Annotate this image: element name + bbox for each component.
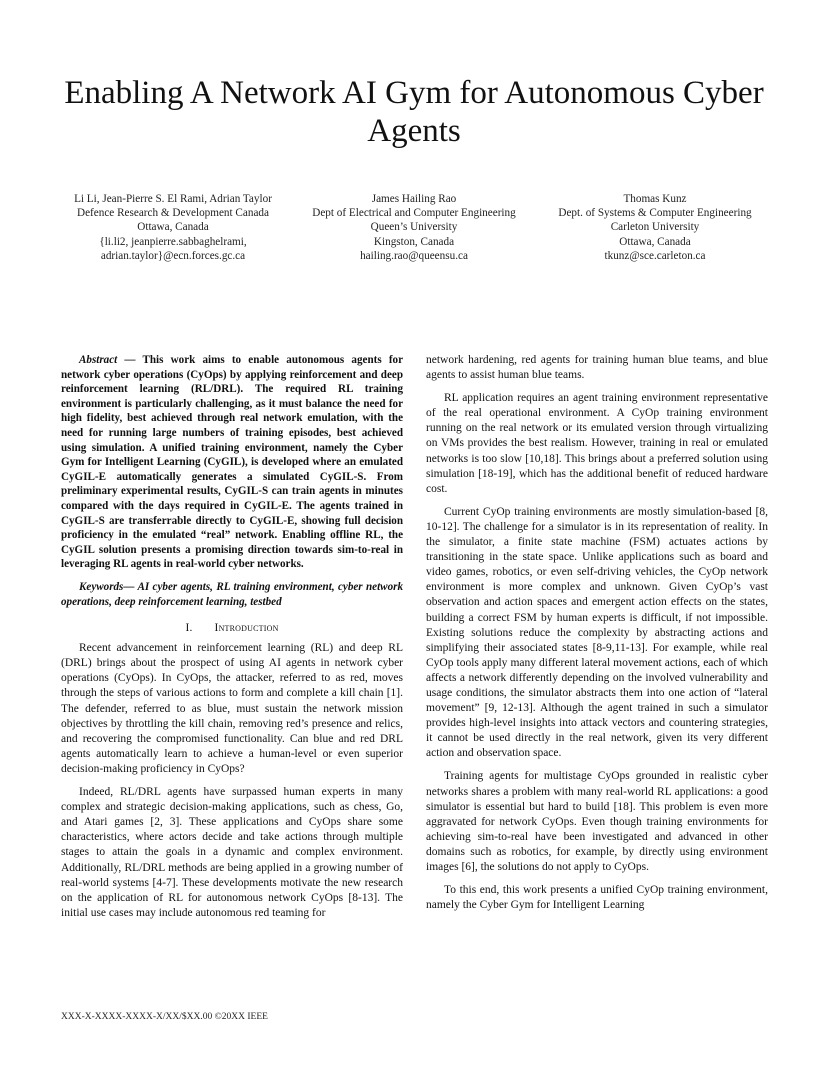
body-paragraph: To this end, this work presents a unified CyOp training environment, namely the Cyber Gym for Intelligent Learning bbox=[426, 884, 768, 912]
abstract-label: Abstract bbox=[79, 354, 118, 366]
keywords-label: Keywords bbox=[79, 580, 124, 593]
section-title: Introduction bbox=[214, 622, 279, 635]
author-line: {li.li2, jeanpierre.sabbaghelrami, bbox=[99, 235, 247, 248]
author-block-1 bbox=[50, 192, 296, 263]
copyright-footer: XXX-X-XXXX-XXXX-X/XX/$XX.00 ©20XX IEEE bbox=[61, 1012, 268, 1022]
title-line-1: Enabling A Network AI Gym for Autonomous Cyber bbox=[64, 75, 764, 111]
author-line: hailing.rao@queensu.ca bbox=[360, 249, 468, 262]
author-line: Dept of Electrical and Computer Engineering bbox=[312, 207, 516, 220]
body-paragraph: Current CyOp training environments are mostly simulation-based [8, 10-12]. The challenge for a simulator is in its representation of reality. In the simulator, a finite state machine (FSM) actuates actions by transitioning in the state space. Unlike applications such as board and video games, robotics, or even self-driving vehicles, the CyOp network environment is more complex and unknown. Given CyOp’s vast observation and action spaces and emergent action effects on the states, building a correct FSM by human experts is difficult, if not impossible. Existing solutions reduce the complexity by abstracting actions and simplifying their associated states [8-9,11-13]. For example, while real CyOp tools apply many different lateral movement actions, each of which affects a network differently depending on the involved vulnerability and usage conditions, the simulator abstracts them into one action of “lateral movement” [9, 12-13]. Although the agent trained in such a simulator provides high-level insights into attack vectors and countering strategies, it cannot be used directly in the real network, given its very different action and observation space. bbox=[426, 505, 768, 760]
abstract-text: — This work aims to enable autonomous agents for network cyber operations (CyOps) by applying reinforcement and deep reinforcement learning (RL/DRL). The required RL training environment is particularly challenging, as it must balance the need for high fidelity, best achieved through real network emulation, with the need for running large numbers of training episodes, best achieved using simulation. A unified training environment, namely the Cyber Gym for Intelligent Learning (CyGIL), is developed where an emulated CyGIL-E automatically generates a simulated CyGIL-S. From preliminary experimental results, CyGIL-S can train agents in minutes compared with the days required in CyGIL-E. The agents trained in CyGIL-S are transferrable directly to CyGIL-E, showing full decision proficiency in the emulated “real” network. Enabling offline RL, the CyGIL solution presents a promising direction towards sim-to-real in leveraging RL agents in real-world cyber networks. bbox=[61, 354, 403, 571]
section-number: I. bbox=[185, 622, 193, 635]
keywords bbox=[61, 580, 403, 609]
author-line: Defence Research & Development Canada bbox=[77, 207, 269, 220]
left-column bbox=[61, 353, 403, 921]
author-block-2 bbox=[296, 192, 532, 263]
author-line: Ottawa, Canada bbox=[137, 221, 209, 234]
author-line: James Hailing Rao bbox=[371, 193, 457, 205]
section-heading bbox=[61, 621, 403, 636]
body-paragraph: Training agents for multistage CyOps grounded in realistic cyber networks shares a problem with many real-world RL applications: a good simulator is essential but hard to build [18]. This problem is even more aggravated for network CyOps. Even though training environments for achieving sim-to-real have been investigated and advanced in other domains such as robotics, for example, by directly using environment images [6], the solutions do not apply to CyOps. bbox=[426, 770, 768, 873]
body-paragraph: Recent advancement in reinforcement learning (RL) and deep RL (DRL) brings about the prospect of using AI agents in network cyber operations (CyOps). In CyOps, the attacker, referred to as red, moves through the steps of various actions to form and complete a kill chain [1]. The defender, referred to as blue, must sustain the network mission objectives by throttling the kill chain, removing red’s presence and relics, and recovering the compromised functionality. Can blue and red DRL agents automatically learn to achieve a human-level or even superior decision-making proficiency in CyOps? bbox=[61, 642, 403, 775]
author-line: adrian.taylor}@ecn.forces.gc.ca bbox=[100, 249, 246, 262]
right-column bbox=[426, 353, 768, 913]
author-line: Li Li, Jean-Pierre S. El Rami, Adrian Taylor bbox=[74, 193, 272, 205]
keywords-text: — AI cyber agents, RL training environment, cyber network operations, deep reinforcement learning, testbed bbox=[61, 580, 403, 608]
paper-title bbox=[40, 74, 788, 150]
body-paragraph: RL application requires an agent training environment representative of the real operational environment. A CyOp training environment running on the real network or its emulated version through virtualizing on VMs provides the best realism. However, training in real or emulated networks is too slow [10,18]. This brings about a preferred solution using simulation [18-19], which has the additional benefit of reduced hardware cost. bbox=[426, 392, 768, 495]
author-line: tkunz@sce.carleton.ca bbox=[604, 249, 706, 262]
body-paragraph: Indeed, RL/DRL agents have surpassed human experts in many complex and strategic decision-making applications, such as chess, Go, and Atari games [2, 3]. These applications and CyOps share some characteristics, where actors decide and take actions through multiple stages to attain the goals in a dynamic and complex environment. Additionally, RL/DRL methods are being applied in a growing number of real-world systems [4-7]. These developments motivate the new research on the application of RL for autonomous network CyOps [8-13]. The initial use cases may include autonomous red teaming for bbox=[61, 786, 403, 919]
author-line: Carleton University bbox=[610, 221, 700, 234]
abstract bbox=[61, 353, 403, 572]
title-line-2: Agents bbox=[367, 113, 461, 149]
body-paragraph-continued: network hardening, red agents for training human blue teams, and blue agents to assist human blue teams. bbox=[426, 354, 768, 382]
author-line: Queen’s University bbox=[370, 221, 458, 234]
author-line: Dept. of Systems & Computer Engineering bbox=[558, 207, 752, 220]
author-block-3 bbox=[540, 192, 770, 263]
author-line: Ottawa, Canada bbox=[619, 235, 691, 248]
author-line: Thomas Kunz bbox=[623, 193, 687, 205]
author-line: Kingston, Canada bbox=[373, 235, 455, 248]
